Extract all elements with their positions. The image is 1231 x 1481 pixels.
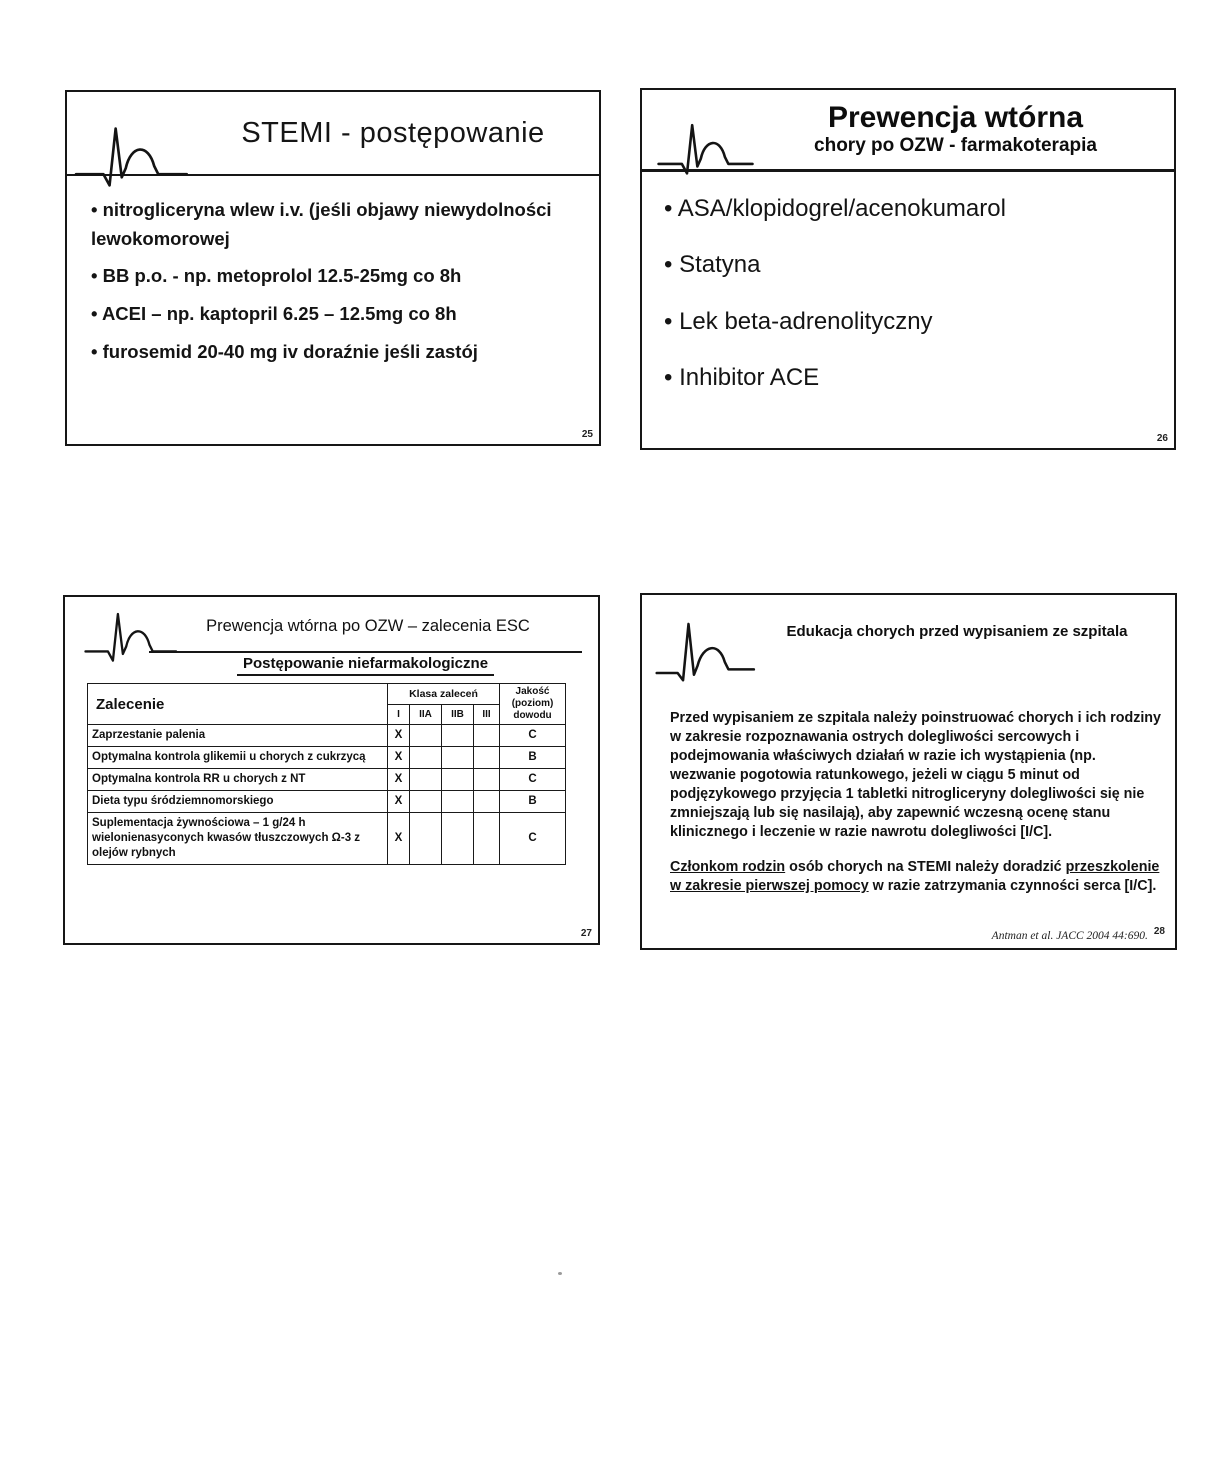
cell-class-IIA: [410, 812, 442, 864]
slide-title: Prewencja wtórna: [827, 100, 1084, 134]
cell-class-IIB: [442, 725, 474, 747]
cell-zalecenie: Optymalna kontrola RR u chorych z NT: [88, 768, 388, 790]
family-training-paragraph: [670, 858, 1162, 896]
column-header-klasa-zalecen: Klasa zaleceń: [388, 684, 500, 705]
cell-class-I: X: [388, 725, 410, 747]
cell-class-I: X: [388, 790, 410, 812]
cell-class-IIB: [442, 746, 474, 768]
slide-title: Edukacja chorych przed wypisaniem ze szpitala: [786, 623, 1128, 640]
slide-header: [642, 90, 1174, 172]
header-divider: [149, 651, 582, 653]
table-row: [88, 790, 566, 812]
citation-text: Antman et al. JACC 2004 44:690.: [991, 930, 1148, 942]
education-paragraph: Przed wypisaniem ze szpitala należy poinstruować chorych i ich rodziny w zakresie rozpoznawania ostrych dolegliwości sercowych i podejmowania właściwych działań w razie ich wystąpienia (np. wezwanie pogotowia ratunkowego, jeżeli w ciągu 5 minut od podjęzykowego przyjęcia 1 tabletki nitrogliceryny dolegliwości się nie zmniejszają lub się nasilają), aby zapewnić wczesną ocenę stanu klinicznego i leczenie w razie nawrotu dolegliwości [I/C].: [670, 710, 1161, 841]
cell-class-I: X: [388, 812, 410, 864]
slide-zalecenia-esc: [63, 595, 600, 945]
slide-title: STEMI - postępowanie: [241, 116, 545, 149]
paragraph-text: osób chorych na STEMI należy doradzić: [785, 859, 1066, 876]
column-header-jakosc-dowodu: Jakość (poziom) dowodu: [500, 684, 566, 725]
cell-jakosc: C: [500, 725, 566, 747]
esc-recommendations-table: [87, 683, 566, 865]
paragraph-text: w razie zatrzymania czynności serca [I/C].: [868, 878, 1157, 895]
slide-title: Prewencja wtórna po OZW – zalecenia ESC: [206, 617, 530, 635]
slide-page-number: 27: [580, 928, 592, 939]
bullet-item: • Lek beta-adrenolityczny: [664, 309, 1154, 335]
slide-edukacja-chorych: [640, 593, 1177, 950]
table-row: [88, 746, 566, 768]
underlined-phrase: przeszkolenie w zakresie pierwszej pomocy: [670, 859, 1160, 895]
scan-artifact-dot: [558, 1272, 562, 1275]
cell-class-I: X: [388, 746, 410, 768]
cell-class-III: [474, 768, 500, 790]
slide-page-number: 28: [1153, 926, 1165, 938]
slide-body: [67, 176, 599, 366]
slide-page-number: 26: [1156, 433, 1168, 444]
underlined-phrase: Członkom rodzin: [670, 859, 786, 876]
slide-page-number: 25: [581, 429, 593, 440]
slide-subtitle: Postępowanie niefarmakologiczne: [237, 655, 494, 676]
cell-class-III: [474, 812, 500, 864]
slide-body: [642, 172, 1174, 392]
cell-class-III: [474, 725, 500, 747]
cell-jakosc: C: [500, 812, 566, 864]
cell-class-III: [474, 746, 500, 768]
bullet-item: • Statyna: [664, 252, 1154, 278]
slide-stemi-postepowanie: [65, 90, 601, 446]
bullet-item: • ACEI – np. kaptopril 6.25 – 12.5mg co 8h: [91, 300, 575, 329]
table-row: [88, 725, 566, 747]
cell-jakosc: B: [500, 790, 566, 812]
cell-class-IIA: [410, 768, 442, 790]
cell-zalecenie: Dieta typu śródziemnomorskiego: [88, 790, 388, 812]
bullet-item: • furosemid 20-40 mg iv doraźnie jeśli zastój: [91, 338, 575, 367]
slide-header: [67, 92, 599, 176]
cell-jakosc: C: [500, 768, 566, 790]
cell-class-IIB: [442, 768, 474, 790]
citation-row: [992, 926, 1165, 942]
cell-zalecenie: Suplementacja żywnościowa – 1 g/24 h wielonienasyconych kwasów tłuszczowych Ω-3 z olejów rybnych: [88, 812, 388, 864]
column-header-class-I: I: [388, 705, 410, 725]
slide-subtitle-wrap: [149, 655, 582, 676]
bullet-item: • Inhibitor ACE: [664, 365, 1154, 391]
cell-class-IIA: [410, 746, 442, 768]
bullet-item: • ASA/klopidogrel/acenokumarol: [664, 196, 1154, 222]
column-header-class-III: III: [474, 705, 500, 725]
cell-class-IIB: [442, 790, 474, 812]
cell-zalecenie: Optymalna kontrola glikemii u chorych z cukrzycą: [88, 746, 388, 768]
cell-class-IIB: [442, 812, 474, 864]
bullet-item: • BB p.o. - np. metoprolol 12.5-25mg co 8h: [91, 262, 575, 291]
column-header-zalecenie: Zalecenie: [88, 684, 388, 725]
slide-prewencja-wtorna: [640, 88, 1176, 450]
slide-header: [65, 597, 598, 681]
cell-class-I: X: [388, 768, 410, 790]
cell-class-IIA: [410, 725, 442, 747]
bullet-item: • nitrogliceryna wlew i.v. (jeśli objawy niewydolności lewokomorowej: [91, 196, 575, 253]
cell-zalecenie: Zaprzestanie palenia: [88, 725, 388, 747]
cell-class-IIA: [410, 790, 442, 812]
column-header-class-IIB: IIB: [442, 705, 474, 725]
table-row: [88, 812, 566, 864]
slide-body: [670, 695, 1162, 911]
slide-subtitle: chory po OZW - farmakoterapia: [814, 135, 1097, 157]
table-row: [88, 768, 566, 790]
cell-class-III: [474, 790, 500, 812]
cell-jakosc: B: [500, 746, 566, 768]
column-header-class-IIA: IIA: [410, 705, 442, 725]
